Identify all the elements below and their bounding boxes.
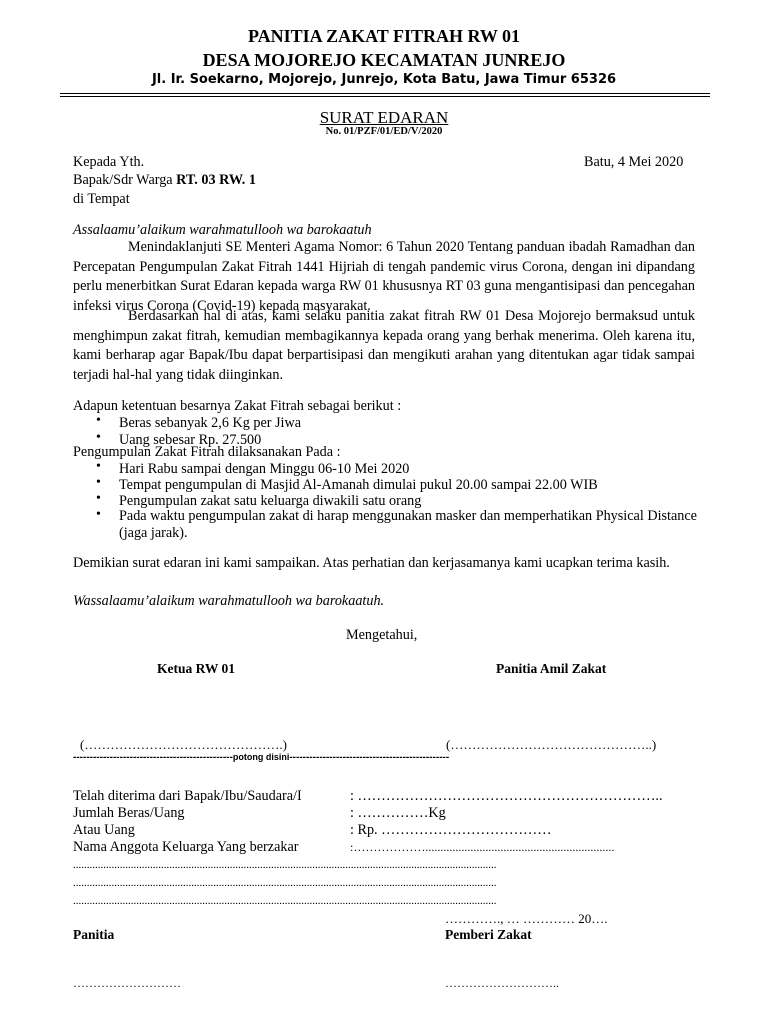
collection-item: Hari Rabu sampai dengan Minggu 06-10 Mei 2020 [119, 461, 410, 477]
recipient-place: di Tempat [73, 191, 130, 207]
provision-item: Uang sebesar Rp. 27.500 [119, 432, 262, 448]
letter-number: No. 01/PZF/01/ED/V/2020 [325, 126, 443, 137]
cut-line [73, 752, 673, 763]
receipt-sign-left-blank: ……………………… [73, 976, 181, 990]
farewell: Wassalaamu’alaikum warahmatullooh wa barokaatuh. [73, 593, 385, 609]
header-rule-thin [60, 96, 710, 97]
bullet: • [96, 507, 101, 522]
closing-paragraph: Demikian surat edaran ini kami sampaikan. Atas perhatian dan kerjasamanya kami ucapkan terima kasih. [73, 555, 670, 571]
org-address: Jl. Ir. Soekarno, Mojorejo, Junrejo, Kota Batu, Jawa Timur 65326 [151, 72, 617, 87]
bullet: • [96, 475, 101, 490]
provision-item: Beras sebanyak 2,6 Kg per Jiwa [119, 415, 302, 431]
amount-field: : ……………Kg [350, 805, 446, 821]
money-label: Atau Uang [73, 822, 135, 838]
recipient-prefix: Bapak/Sdr Warga [73, 172, 177, 188]
village-name: DESA MOJOREJO KECAMATAN JUNREJO [202, 50, 566, 70]
bullet: • [96, 430, 101, 445]
sign-right-blank: (………………………………………..) [446, 737, 657, 752]
collection-item: Tempat pengumpulan di Masjid Al-Amanah dimulai pukul 20.00 sampai 22.00 WIB [119, 477, 598, 493]
provisions-intro: Adapun ketentuan besarnya Zakat Fitrah sebagai berikut : [73, 398, 402, 414]
sign-left-blank: (……………………………………….) [80, 737, 287, 752]
members-field: :………………............................................................... [350, 840, 615, 854]
cut-dashes-left: ------------------------------------------------ [73, 752, 233, 763]
header-rule-thick [60, 93, 710, 94]
receipt-sign-right-blank: ……………………….. [445, 976, 559, 990]
recipient-rt-rw: RT. 03 RW. 1 [176, 172, 256, 188]
bullet: • [96, 491, 101, 506]
money-field: : Rp. ……………………………… [350, 822, 552, 838]
to-line: Kepada Yth. [73, 154, 145, 170]
received-field: : ……………………………………………………….. [350, 788, 663, 804]
dotted-line: .......................................................................................................................................................... [73, 877, 497, 889]
collection-item: Pengumpulan zakat satu keluarga diwakili satu orang [119, 493, 422, 509]
dotted-line: .......................................................................................................................................................... [73, 895, 497, 907]
paragraph-1: Menindaklanjuti SE Menteri Agama Nomor: 6 Tahun 2020 Tentang panduan ibadah Ramadhan dan Percepatan Pengumpulan Zakat Fitrah 1441 Hijriah di tengah pandemic virus Corona, dengan ini dipandang perlu menerbitkan Surat Edaran kepada warga RW 01 khususnya RT 03 guna mengantisipasi dan pencegahan infeksi virus Corona (Covid-19) kepada masyarakat. [73, 239, 695, 314]
recipient [73, 171, 256, 189]
acknowledged: Mengetahui, [346, 627, 418, 643]
bullet: • [96, 459, 101, 474]
bullet: • [96, 413, 101, 428]
cut-dashes-right: ------------------------------------------------ [289, 752, 450, 763]
sign-left-title: Ketua RW 01 [157, 661, 236, 676]
receipt-sign-right: Pemberi Zakat [445, 927, 532, 942]
members-label: Nama Anggota Keluarga Yang berzakar [73, 839, 299, 855]
collection-item: Pada waktu pengumpulan zakat di harap menggunakan masker dan memperhatikan Physical Distance (jaga jarak). [119, 508, 697, 541]
sign-right-title: Panitia Amil Zakat [496, 661, 607, 676]
amount-label: Jumlah Beras/Uang [73, 805, 185, 821]
greeting: Assalaamu’alaikum warahmatullooh wa barokaatuh [73, 222, 372, 238]
org-name: PANITIA ZAKAT FITRAH RW 01 [247, 26, 521, 46]
received-label: Telah diterima dari Bapak/Ibu/Saudara/I [73, 788, 302, 804]
receipt-date: …………., … ………… 20…. [445, 911, 608, 926]
letter-title: SURAT EDARAN [319, 108, 449, 127]
paragraph-2: Berdasarkan hal di atas, kami selaku panitia zakat fitrah RW 01 Desa Mojorejo bermaksud untuk menghimpun zakat fitrah, kemudian membagikannya kepada orang yang berhak menerima. Oleh karena itu, kami berharap agar Bapak/Ibu dapat berpartisipasi dan mengikuti arahan yang ditentukan agar tidak sampai terjadi hal-hal yang tidak diinginkan. [73, 308, 695, 383]
cut-label: potong disini [232, 752, 290, 762]
place-date: Batu, 4 Mei 2020 [584, 154, 684, 170]
receipt-sign-left: Panitia [73, 927, 115, 942]
dotted-line: .......................................................................................................................................................... [73, 859, 497, 871]
collection-intro: Pengumpulan Zakat Fitrah dilaksanakan Pada : [73, 444, 341, 460]
